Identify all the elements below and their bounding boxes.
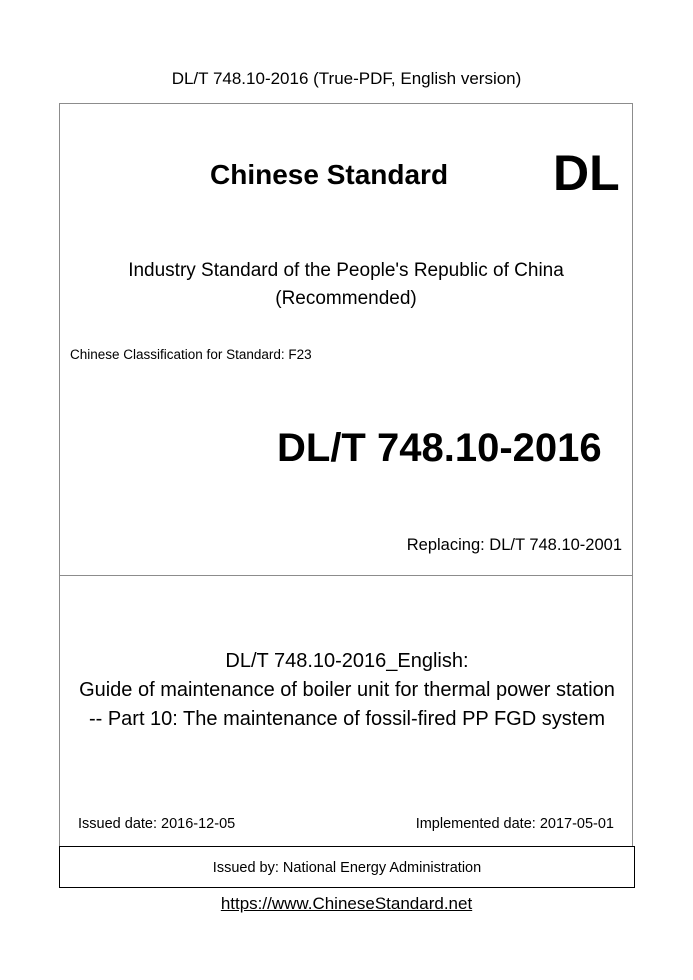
document-title [59,647,635,734]
website-link[interactable]: https://www.ChineseStandard.net [220,894,473,913]
issued-date: Issued date: 2016-12-05 [78,816,236,832]
title-line-1: DL/T 748.10-2016_English: [225,650,469,672]
classification-label: Chinese Classification for Standard: F23 [70,347,312,362]
recommended-label: (Recommended) [275,288,417,309]
chinese-standard-heading: Chinese Standard [210,159,449,190]
dl-mark: DL [553,145,620,201]
replacing-label: Replacing: DL/T 748.10-2001 [406,536,622,554]
standard-number: DL/T 748.10-2016 [277,426,602,470]
website-footer [0,894,693,914]
title-line-2: Guide of maintenance of boiler unit for thermal power station [79,679,615,701]
title-line-3: -- Part 10: The maintenance of fossil-fired PP FGD system [88,708,606,730]
implemented-date: Implemented date: 2017-05-01 [415,816,614,832]
industry-standard-line: Industry Standard of the People's Republic of China [128,260,564,281]
issued-by: Issued by: National Energy Administration [212,860,482,876]
document-header: DL/T 748.10-2016 (True-PDF, English version) [171,69,522,88]
